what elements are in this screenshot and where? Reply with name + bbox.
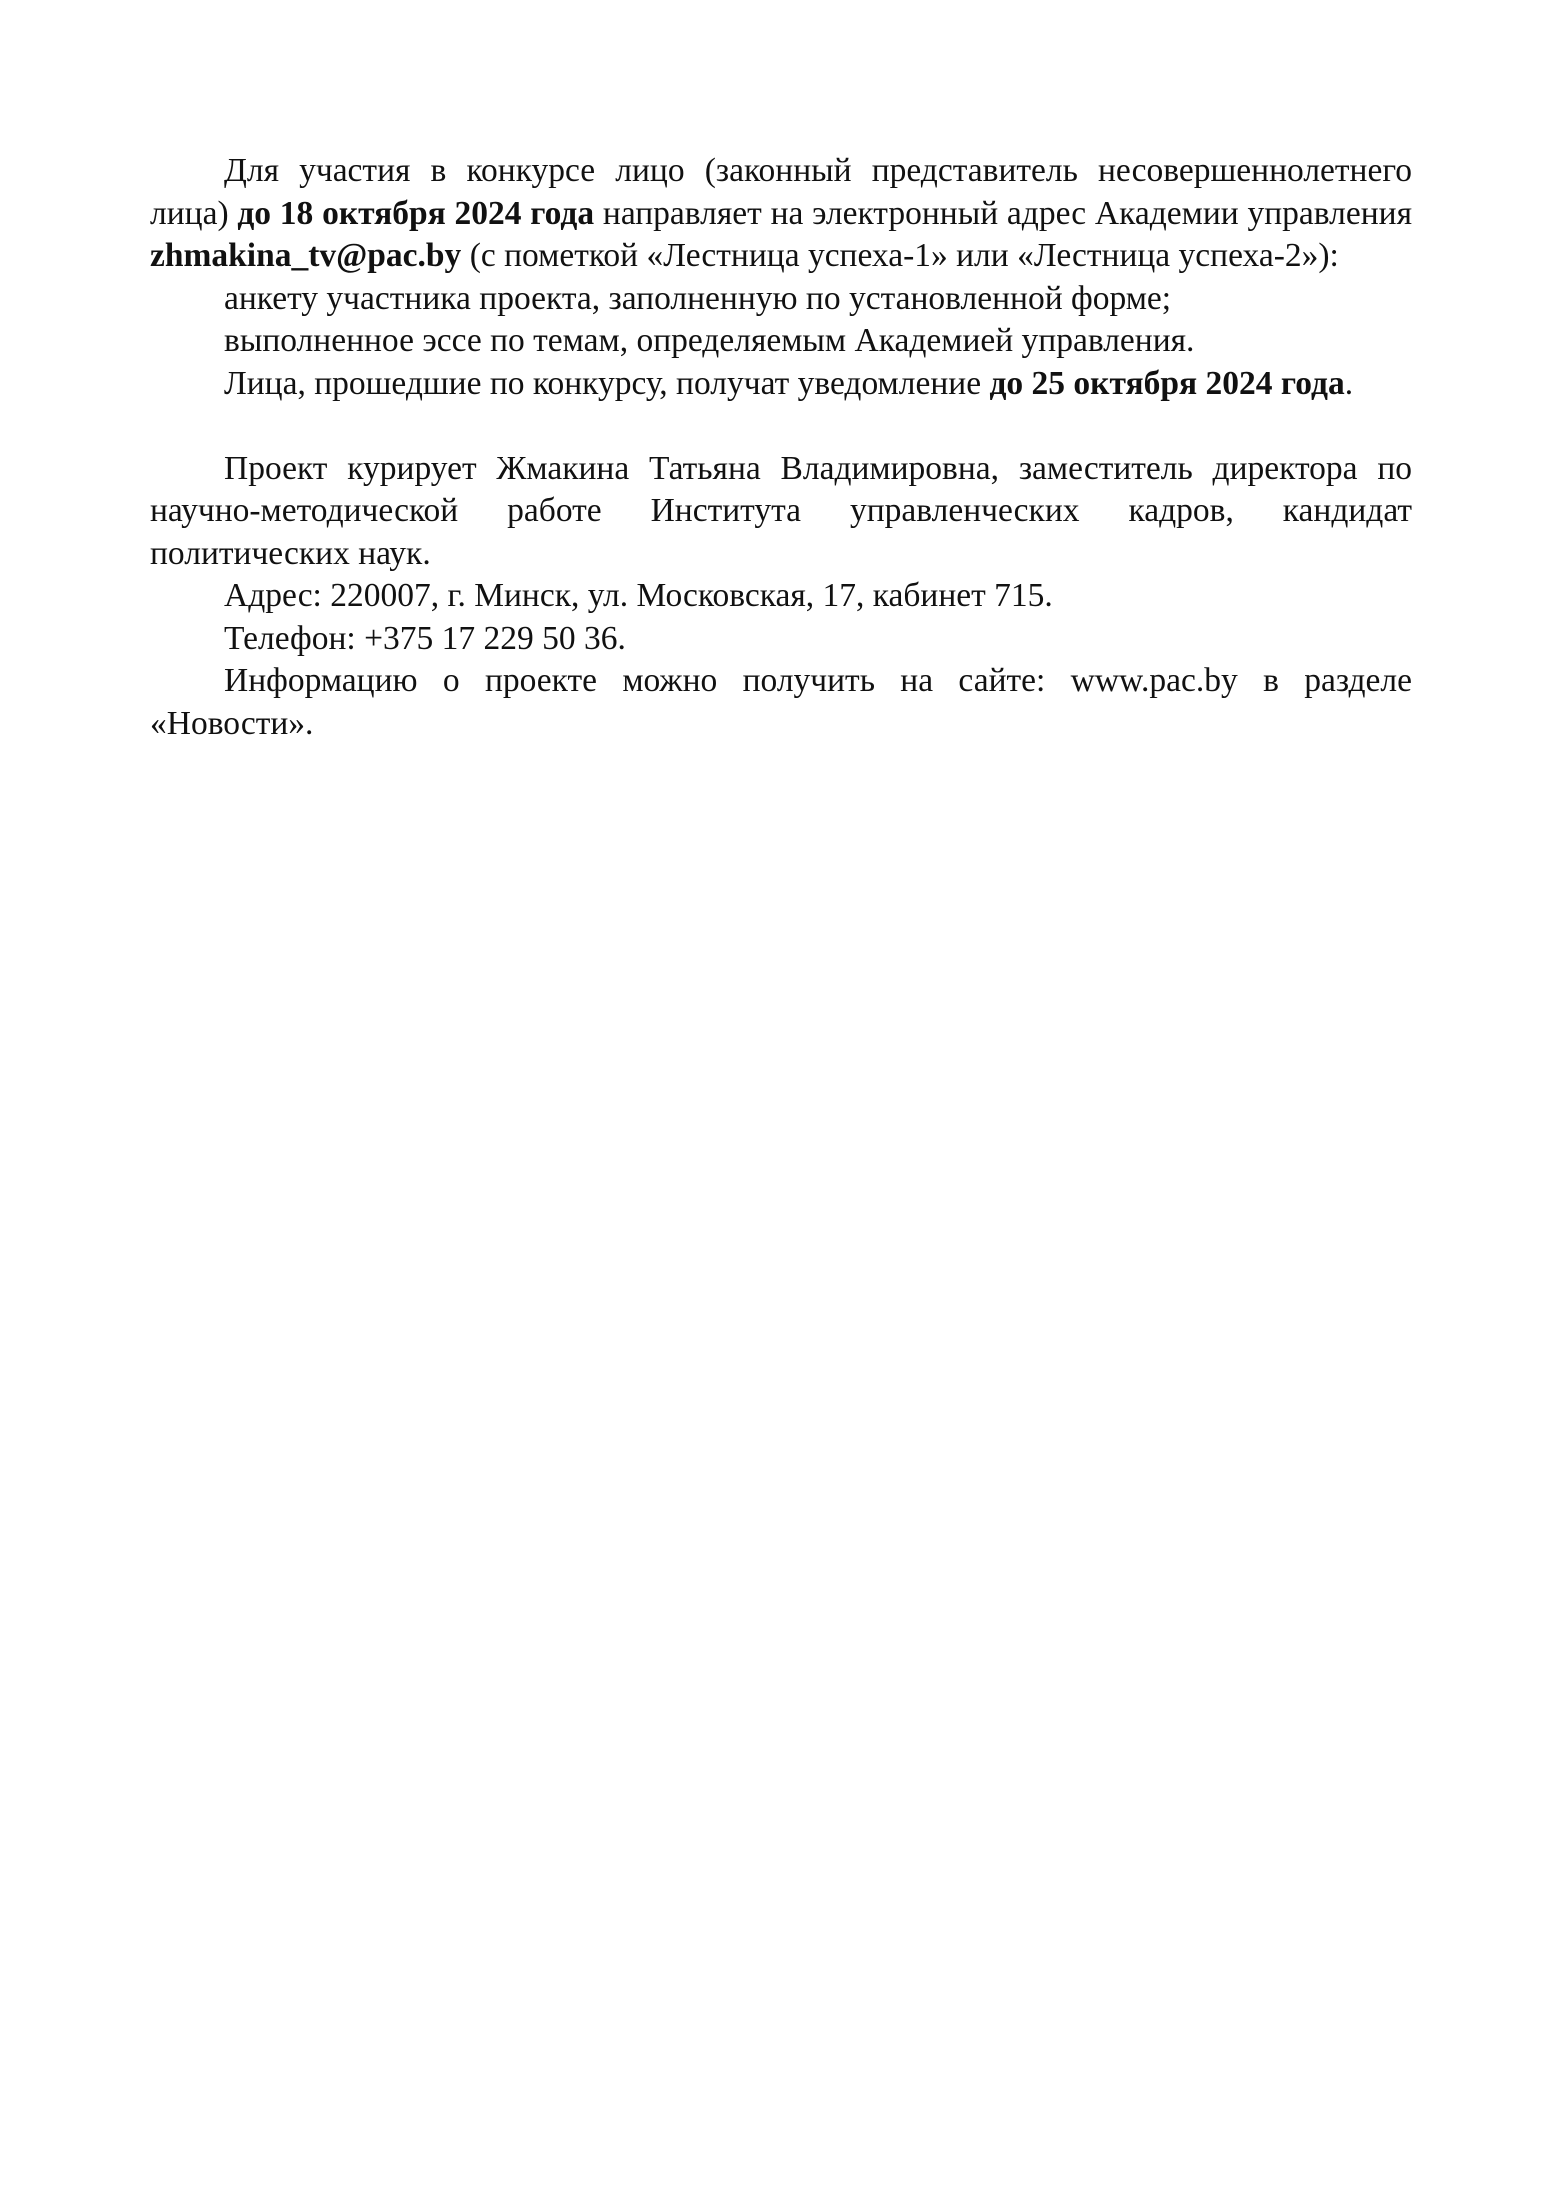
paragraph-submission	[150, 150, 1412, 278]
notification-text-2: .	[1344, 364, 1354, 402]
paragraph-phone: Телефон: +375 17 229 50 36.	[224, 619, 626, 657]
notification-text-1: Лица, прошедшие по конкурсу, получат уведомление	[224, 364, 990, 402]
contact-email: zhmakina_tv@pac.by	[150, 237, 462, 274]
submission-text-2: направляет на электронный адрес Академии управления	[594, 194, 1412, 232]
paragraph-notification	[150, 363, 1412, 406]
paragraph-curator: Проект курирует Жмакина Татьяна Владимировна, заместитель директора по научно-методической работе Института управленческих кадров, кандидат политических наук.	[150, 449, 1412, 572]
paragraph-address: Адрес: 220007, г. Минск, ул. Московская, 17, кабинет 715.	[224, 577, 1053, 614]
submission-text-3: (с пометкой «Лестница успеха-1» или «Лестница успеха-2»):	[461, 237, 1339, 274]
list-item-essay: выполненное эссе по темам, определяемым Академией управления.	[224, 322, 1195, 359]
document-body	[150, 150, 1412, 745]
list-item-application-form: анкету участника проекта, заполненную по установленной форме;	[224, 279, 1172, 317]
notification-deadline: до 25 октября 2024 года	[989, 364, 1345, 402]
paragraph-website: Информацию о проекте можно получить на сайте: www.pac.by в разделе «Новости».	[150, 662, 1412, 742]
submission-deadline: до 18 октября 2024 года	[237, 194, 595, 232]
submission-text-1: Для участия в конкурсе лицо (законный представитель несовершеннолетнего лица)	[150, 152, 1412, 232]
